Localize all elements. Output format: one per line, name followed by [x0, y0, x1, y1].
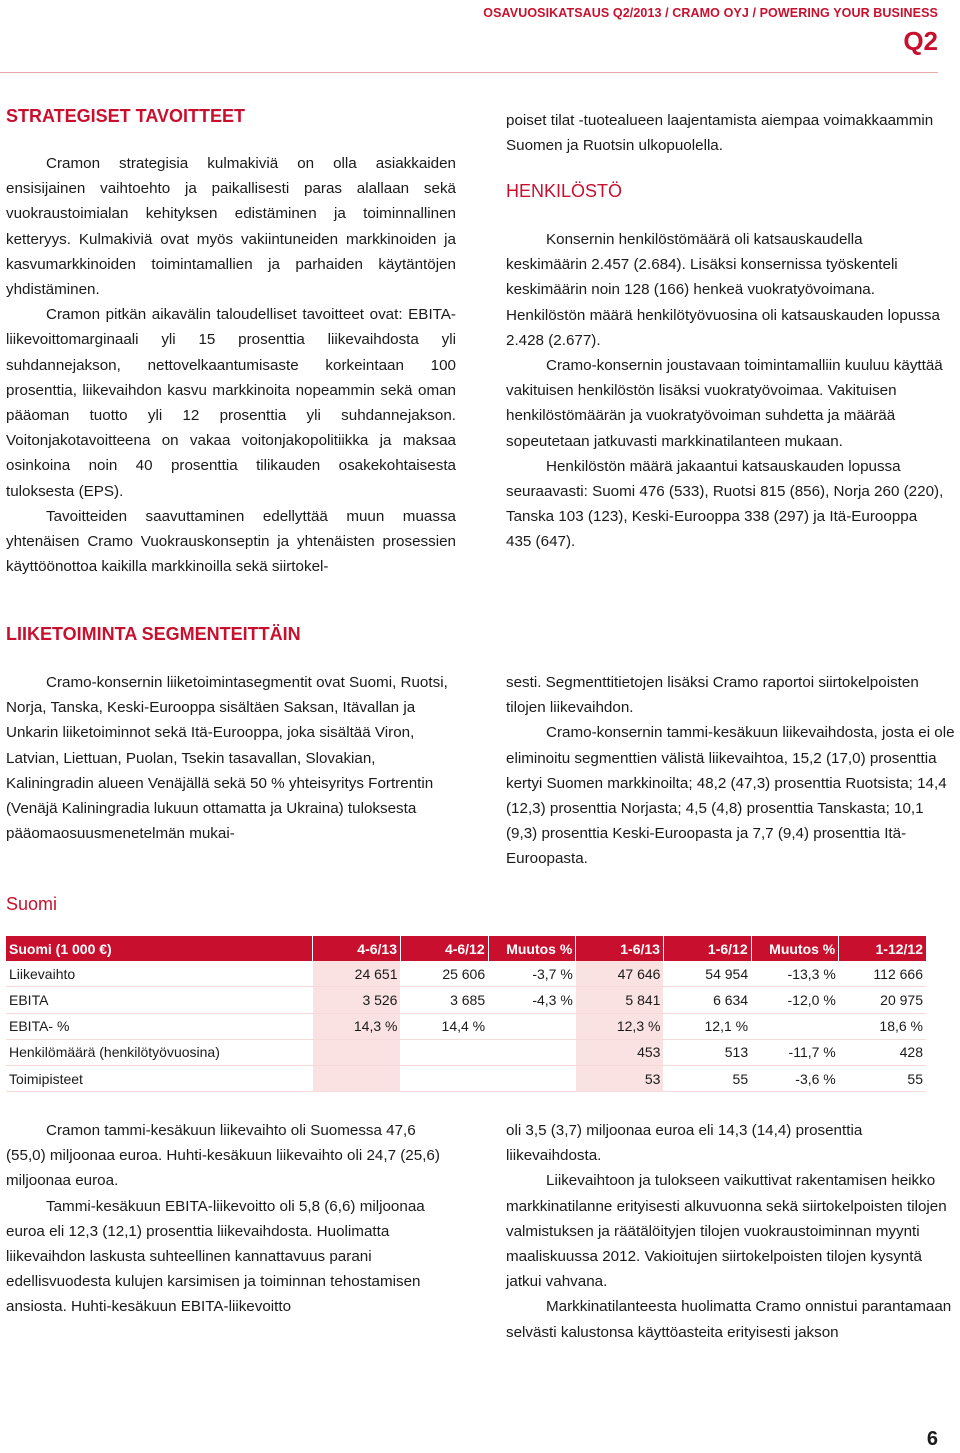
table-cell: -12,0 % — [751, 987, 839, 1013]
strategy-left-column — [6, 151, 456, 579]
paragraph: sesti. Segmenttitietojen lisäksi Cramo raportoi siirtokelpoisten tilojen liikevaihdon. — [506, 674, 919, 717]
row-label: EBITA — [6, 987, 313, 1013]
table-row — [6, 961, 926, 987]
segments-right-column — [506, 670, 958, 872]
paragraph: Cramo-konsernin tammi-kesäkuun liikevaihdosta, josta ei ole eliminoitu segmenttien välistä liikevaihtoa, 15,2 (17,0) prosenttia kertyi Suomen markkinoilta; 48,2 (47,3) prosenttia Ruotsista; 14,4 (12,3) prosenttia Norjasta; 4,5 (4,8) prosenttia Tanskasta; 10,1 (9,3) prosenttia Keski-Euroopasta ja 7,7 (9,4) prosenttia Itä-Euroopasta. — [506, 724, 955, 868]
table-header-cell: 4-6/13 — [313, 936, 401, 961]
table-cell: 453 — [576, 1039, 664, 1065]
section-heading-segments: LIIKETOIMINTA SEGMENTEITTÄIN — [6, 624, 301, 644]
row-label: Toimipisteet — [6, 1065, 313, 1091]
table-cell: -3,7 % — [488, 961, 576, 987]
table-header-cell: 1-12/12 — [839, 936, 926, 961]
paragraph: Cramon strategisia kulmakiviä on olla asiakkaiden ensisijainen vaihtoehto ja paikallisesti paras alallaan sekä vuokraustoimialan kehityksen edistäminen ja toiminnallinen ketteryys. Kulmakiviä ovat myös vakiintuneiden markkinoiden ja kasvumarkkinoiden toimintamallien ja parhaiden käytäntöjen yhdistäminen. — [6, 155, 456, 299]
paragraph: oli 3,5 (3,7) miljoonaa euroa eli 14,3 (14,4) prosenttia liikevaihdosta. — [506, 1122, 863, 1165]
table-cell: 5 841 — [576, 987, 664, 1013]
table-cell — [488, 1065, 576, 1091]
paragraph: Cramo-konsernin joustavaan toimintamalliin kuuluu käyttää vakituisen henkilöstön lisäksi vuokratyövoimaa. Vakituisen henkilöstömäärän ja vuokratyövoiman suhdetta ja määrää sopeutetaan jatkuvasti markkinatilanteen mukaan. — [506, 357, 943, 450]
table-row — [6, 1039, 926, 1065]
finland-left-column — [6, 1118, 456, 1320]
table-cell — [751, 1013, 839, 1039]
paragraph: Henkilöstön määrä jakaantui katsauskauden lopussa seuraavasti: Suomi 476 (533), Ruotsi 815 (856), Norja 260 (220), Tanska 103 (123), Keski-Eurooppa 338 (297) ja Itä-Eurooppa 435 (647). — [506, 457, 944, 551]
paragraph: Tavoitteiden saavuttaminen edellyttää muun muassa yhtenäisen Cramo Vuokrauskonseptin ja yhtenäisten prosessien käyttöönottoa kaikilla markkinoilla sekä siirtokel- — [6, 507, 456, 576]
table-cell — [400, 1065, 488, 1091]
strategy-right-column — [506, 108, 946, 158]
table-cell: 428 — [839, 1039, 926, 1065]
table-cell: 25 606 — [400, 961, 488, 987]
personnel-column — [506, 227, 946, 555]
table-header-cell: 1-6/12 — [663, 936, 751, 961]
table-cell: 47 646 — [576, 961, 664, 987]
segments-left-column — [6, 670, 456, 846]
page-number: 6 — [926, 1428, 938, 1450]
table-cell: 18,6 % — [839, 1013, 926, 1039]
table-header-cell: Muutos % — [488, 936, 576, 961]
paragraph: Cramo-konsernin liiketoimintasegmentit ovat Suomi, Ruotsi, Norja, Tanska, Keski-Eurooppa sisältäen Saksan, Itävallan ja Unkarin liiketoiminnot sekä Itä-Eurooppa, joka sisältää Viron, Latvian, Liettuan, Puolan, Tsekin tasavallan, Slovakian, Kaliningradin alueen Venäjällä sekä 50 % yhteisyritys Fortrentin (Venäjä Kaliningradia lukuun ottamatta ja Ukraina) tuloksesta pääomaosuusmenetelmän mukai- — [6, 674, 448, 843]
paragraph: Liikevaihtoon ja tulokseen vaikuttivat rakentamisen heikko markkinatilanne erityisesti alkuvuonna sekä siirtokelpoisten tilojen valmistuksen ja räätälöityjen tilojen vuokraustoiminnan myynti maaliskuussa 2012. Vakioitujen siirtokelpoisten tilojen kysyntä jatkui vahvana. — [506, 1172, 947, 1291]
table-row — [6, 1013, 926, 1039]
section-heading-personnel: HENKILÖSTÖ — [506, 181, 623, 201]
table-cell: 14,3 % — [313, 1013, 401, 1039]
paragraph: Tammi-kesäkuun EBITA-liikevoitto oli 5,8 (6,6) miljoonaa euroa eli 12,3 (12,1) prosenttia liikevaihdosta. Huolimatta liikevaihdon laskusta suhteellinen kannattavuus parani edellisvuodesta kulujen karsimisen ja toiminnan tehostamisen ansiosta. Huhti-kesäkuun EBITA-liikevoitto — [6, 1197, 425, 1316]
row-label: Liikevaihto — [6, 961, 313, 987]
table-cell: 53 — [576, 1065, 664, 1091]
table-header-row — [6, 936, 926, 961]
row-label: EBITA- % — [6, 1013, 313, 1039]
table-row — [6, 1065, 926, 1091]
table-cell: 14,4 % — [400, 1013, 488, 1039]
table-cell: 54 954 — [663, 961, 751, 987]
paragraph: Cramon pitkän aikavälin taloudelliset tavoitteet ovat: EBITA-liikevoittomarginaali yli 15 prosenttia liikevaihdosta yli suhdannejakson, nettovelkaantumisaste korkeintaan 100 prosenttia, liikevaihdon kasvu markkinoita nopeammin sekä oman pääoman tuotto yli 12 prosenttia yli suhdannejakson. Voitonjakotavoitteena on vakaa voitonjakopolitiikka ja maksaa osinkoina noin 40 prosenttia tilikauden osakekohtaisesta tuloksesta (EPS). — [6, 306, 456, 500]
table-cell — [400, 1039, 488, 1065]
table-header-cell: Suomi (1 000 €) — [6, 936, 313, 961]
table-cell: -13,3 % — [751, 961, 839, 987]
table-cell: 12,1 % — [663, 1013, 751, 1039]
paragraph: Markkinatilanteesta huolimatta Cramo onnistui parantamaan selvästi kalustonsa käyttöasteita erityisesti jakson — [506, 1298, 952, 1341]
row-label: Henkilömäärä (henkilötyövuosina) — [6, 1039, 313, 1065]
paragraph: poiset tilat -tuotealueen laajentamista aiempaa voimakkaammin Suomen ja Ruotsin ulkopuolella. — [506, 112, 934, 155]
table-header-cell: 1-6/13 — [576, 936, 664, 961]
table-cell: 6 634 — [663, 987, 751, 1013]
subsection-heading-finland: Suomi — [6, 894, 58, 914]
table-cell: 112 666 — [839, 961, 926, 987]
table-cell: -11,7 % — [751, 1039, 839, 1065]
table-header-cell: Muutos % — [751, 936, 839, 961]
table-header-cell: 4-6/12 — [400, 936, 488, 961]
report-header-title: OSAVUOSIKATSAUS Q2/2013 / CRAMO OYJ / POWERING YOUR BUSINESS — [483, 6, 938, 20]
table-cell — [313, 1065, 401, 1091]
paragraph: Cramon tammi-kesäkuun liikevaihto oli Suomessa 47,6 (55,0) miljoonaa euroa. Huhti-kesäkuun liikevaihto oli 24,7 (25,6) miljoonaa euroa. — [6, 1122, 440, 1190]
table-cell: 24 651 — [313, 961, 401, 987]
table-cell — [313, 1039, 401, 1065]
table-cell: 513 — [663, 1039, 751, 1065]
table-cell: 55 — [839, 1065, 926, 1091]
table-cell: -3,6 % — [751, 1065, 839, 1091]
table-cell — [488, 1039, 576, 1065]
table-cell: 55 — [663, 1065, 751, 1091]
section-heading-strategy: STRATEGISET TAVOITTEET — [6, 106, 246, 126]
table-cell — [488, 1013, 576, 1039]
table-cell: 20 975 — [839, 987, 926, 1013]
quarter-label: Q2 — [903, 26, 938, 56]
table-row — [6, 987, 926, 1013]
table-cell: -4,3 % — [488, 987, 576, 1013]
header-divider — [0, 72, 938, 73]
table-cell: 3 685 — [400, 987, 488, 1013]
paragraph: Konsernin henkilöstömäärä oli katsauskaudella keskimäärin 2.457 (2.684). Lisäksi konsernissa työskenteli keskimäärin noin 128 (166) henkeä vuokratyövoimana. Henkilöstön määrä henkilötyövuosina oli katsauskauden lopussa 2.428 (2.677). — [506, 231, 940, 349]
finland-financials-table — [6, 936, 926, 1092]
table-cell: 12,3 % — [576, 1013, 664, 1039]
finland-right-column — [506, 1118, 952, 1345]
table-cell: 3 526 — [313, 987, 401, 1013]
